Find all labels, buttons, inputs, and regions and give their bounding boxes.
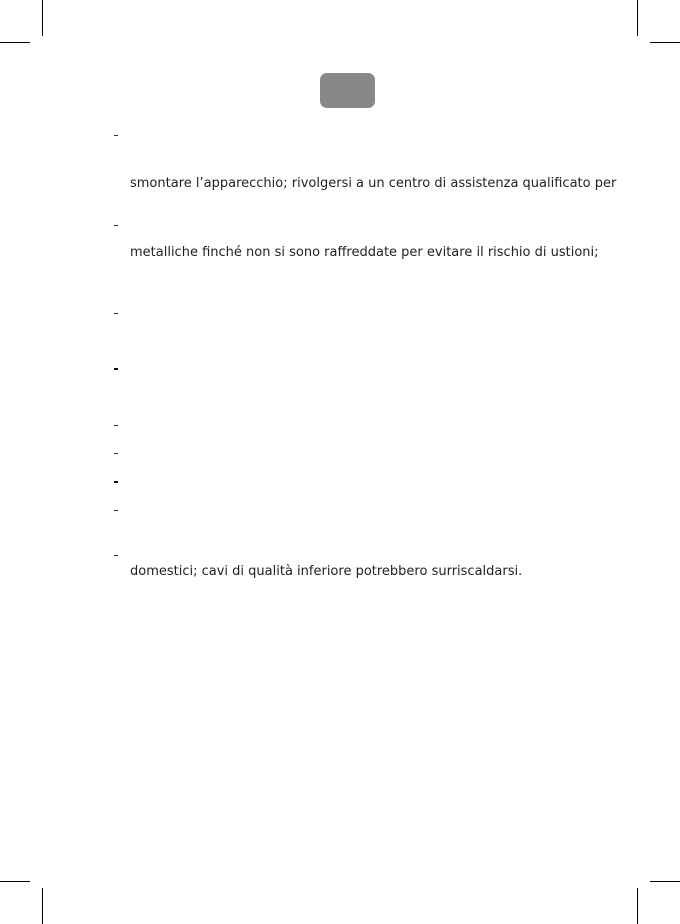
- crop-mark-bottom-left-vertical: [42, 888, 43, 924]
- bullet-marker: [114, 313, 118, 314]
- bullet-marker: [114, 225, 118, 226]
- crop-mark-top-right-horizontal: [650, 42, 680, 43]
- body-text-line: smontare l’apparecchio; rivolgersi a un centro di assistenza qualificato per: [130, 176, 617, 191]
- crop-mark-top-left-vertical: [42, 0, 43, 36]
- bullet-marker: [114, 510, 118, 511]
- crop-mark-top-left-horizontal: [0, 42, 30, 43]
- page-tab: [320, 73, 375, 108]
- bullet-marker: [114, 555, 118, 556]
- body-text-line: domestici; cavi di qualità inferiore potrebbero surriscaldarsi.: [130, 564, 523, 579]
- crop-mark-bottom-left-horizontal: [0, 881, 30, 882]
- crop-mark-bottom-right-horizontal: [650, 881, 680, 882]
- bullet-marker: [114, 135, 118, 136]
- body-text-line: metalliche finché non si sono raffreddate per evitare il rischio di ustioni;: [130, 245, 599, 260]
- bullet-marker: [114, 425, 118, 426]
- bullet-marker: [114, 368, 118, 370]
- bullet-marker: [114, 481, 118, 483]
- crop-mark-top-right-vertical: [637, 0, 638, 36]
- crop-mark-bottom-right-vertical: [637, 888, 638, 924]
- bullet-marker: [114, 453, 118, 454]
